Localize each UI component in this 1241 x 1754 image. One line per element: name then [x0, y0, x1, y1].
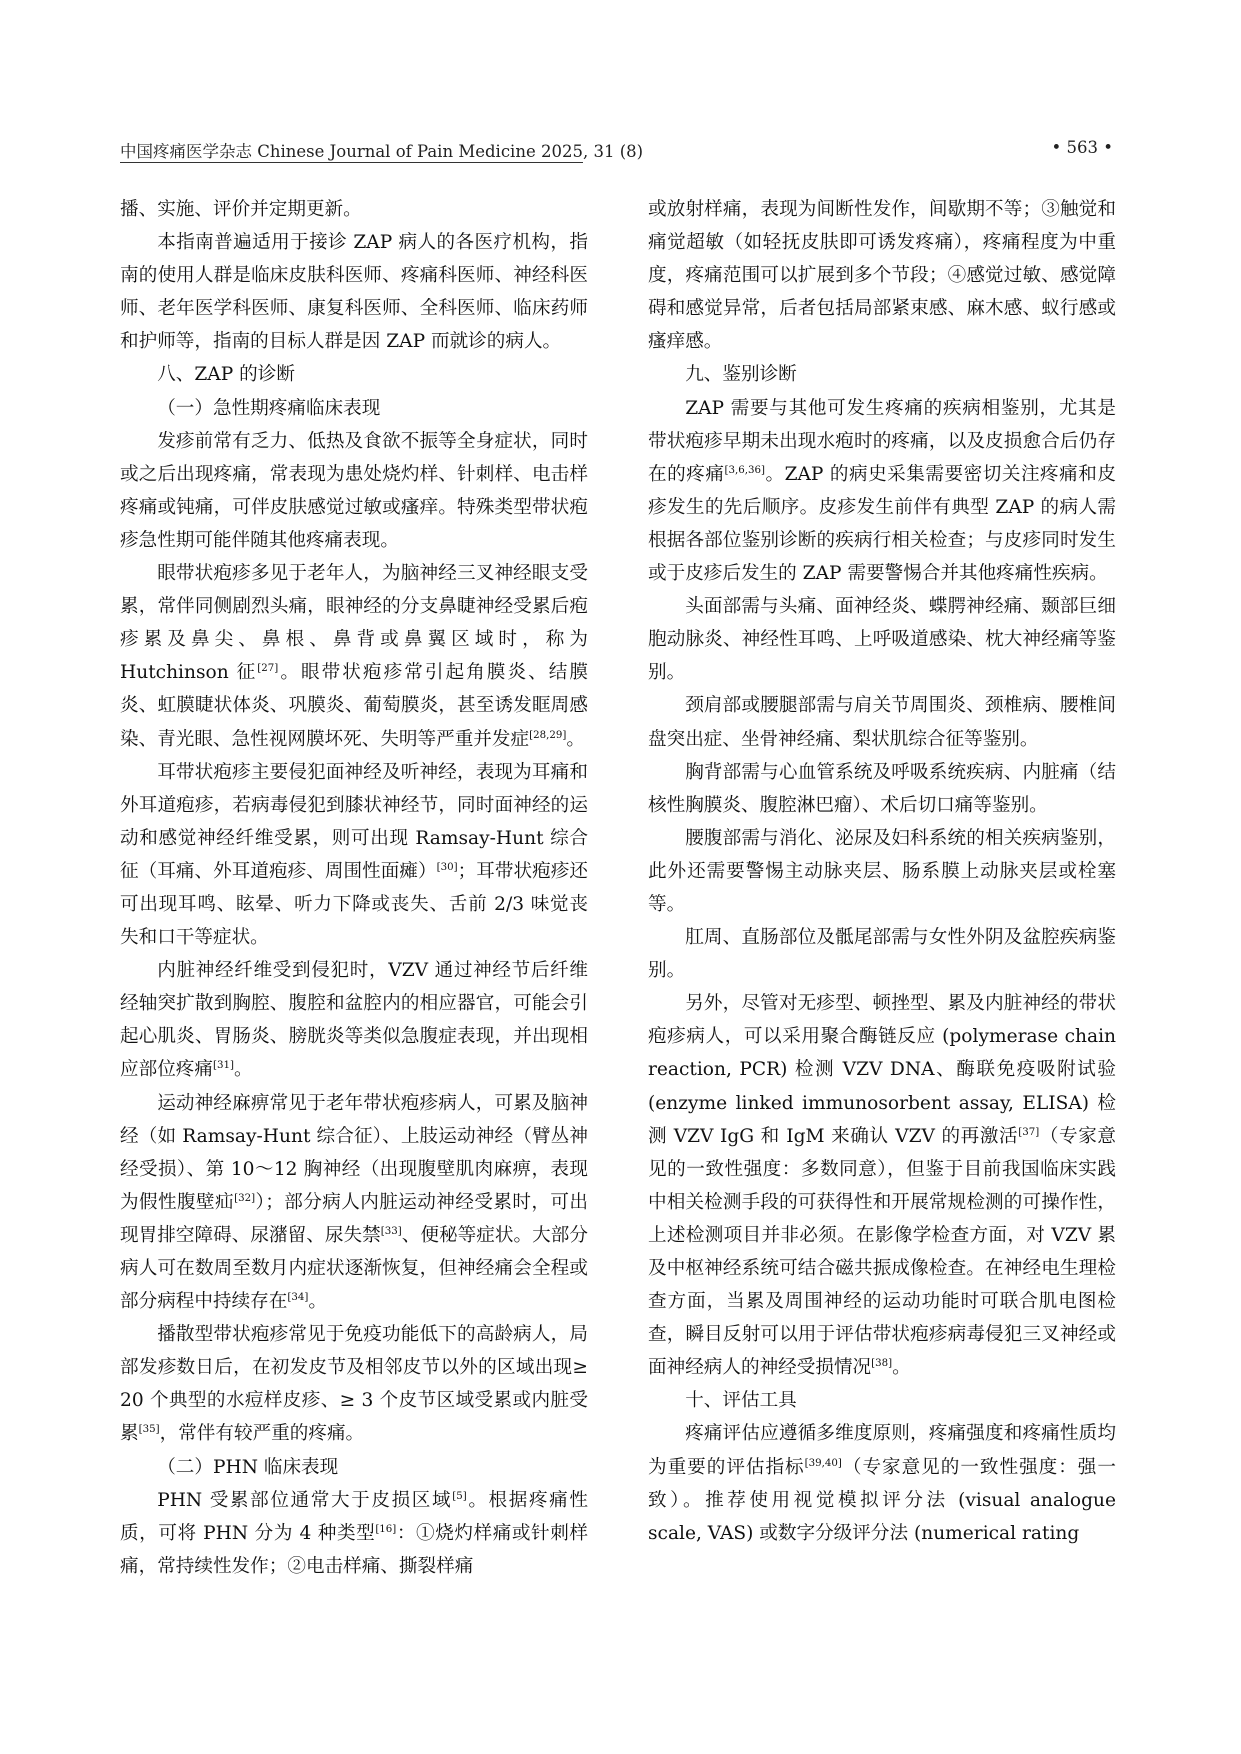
- citation-ref: [35]: [138, 1424, 160, 1436]
- paragraph-text: ZAP 需要与其他可发生疼痛的疾病相鉴别，尤其是带状疱疹早期未出现水疱时的疼痛，以及皮损愈合后仍存在的疼痛: [648, 397, 1116, 485]
- paragraph: [648, 358, 1116, 391]
- paragraph: [120, 1318, 588, 1450]
- paragraph-text: ，常伴有较严重的疼痛。: [159, 1423, 365, 1445]
- paragraph-text: （专家意见的一致性强度：多数同意），但鉴于目前我国临床实践中相关检测手段的可获得性和开展常规检测的可操作性，上述检测项目并非必须。在影像学检查方面，对 VZV 累及中枢神经系统可结合磁共振成像检查。在神经电生理检查方面，当累及周围神经的运动功能时可联合肌电图检查，瞬目反射可以用于评估带状疱疹病毒侵犯三叉神经或面神经病人的神经受损情况: [648, 1125, 1116, 1379]
- paragraph-text: （二）PHN 临床表现: [157, 1456, 339, 1478]
- paragraph-text: 。: [233, 1059, 253, 1081]
- paragraph-text: 。: [308, 1291, 327, 1313]
- paragraph: [648, 392, 1116, 591]
- paragraph-text: ）；部分病人内脏运动神经受累时，可出现胃排空障碍、尿潴留、尿失禁: [120, 1191, 588, 1246]
- paragraph: [648, 1384, 1116, 1417]
- paragraph-text: 播散型带状疱疹常见于免疫功能低下的高龄病人，局部发疹数日后，在初发皮节及相邻皮节以外的区域出现≥ 20 个典型的水痘样皮疹、≥ 3 个皮节区域受累或内脏受累: [120, 1324, 588, 1445]
- paragraph-text: 。: [566, 728, 585, 750]
- paragraph-text: 。眼带状疱疹常引起角膜炎、结膜炎、虹膜睫状体炎、巩膜炎、葡萄膜炎，甚至诱发眶周感染、青光眼、急性视网膜坏死、失明等严重并发症: [120, 662, 588, 750]
- left-column: [120, 193, 588, 1583]
- paragraph-text: 腰腹部需与消化、泌尿及妇科系统的相关疾病鉴别，此外还需要警惕主动脉夹层、肠系膜上动脉夹层或栓塞等。: [648, 827, 1116, 915]
- paragraph: [648, 590, 1116, 689]
- paragraph-text: 播、实施、评价并定期更新。: [120, 199, 362, 220]
- paragraph: [648, 756, 1116, 822]
- citation-ref: [33]: [380, 1225, 402, 1237]
- paragraph-text: ：①烧灼样痛或针刺样痛，常持续性发作；②电击样痛、撕裂样痛: [120, 1522, 588, 1577]
- paragraph: [120, 358, 588, 391]
- paragraph-text: PHN 受累部位通常大于皮损区域: [157, 1489, 453, 1511]
- paragraph: [120, 1484, 588, 1583]
- paragraph: [120, 1087, 588, 1319]
- paragraph: [120, 392, 588, 425]
- paragraph: [120, 193, 588, 226]
- paragraph-text: 十、评估工具: [685, 1390, 797, 1412]
- paragraph: [120, 226, 588, 358]
- paragraph-text: 肛周、直肠部位及骶尾部需与女性外阴及盆腔疾病鉴别。: [648, 927, 1116, 982]
- paragraph-text: 。根据疼痛性质，可将 PHN 分为 4 种类型: [120, 1489, 588, 1544]
- citation-ref: [39,40]: [804, 1457, 842, 1469]
- paragraph: [648, 1417, 1116, 1549]
- paragraph: [120, 425, 588, 557]
- header-rule: [120, 162, 583, 163]
- paragraph-text: 眼带状疱疹多见于老年人，为脑神经三叉神经眼支受累，常伴同侧剧烈头痛，眼神经的分支鼻睫神经受累后疱疹累及鼻尖、鼻根、鼻背或鼻翼区域时，称为 Hutchinson 征: [120, 563, 588, 684]
- paragraph: [120, 954, 588, 1086]
- paragraph: [648, 921, 1116, 987]
- citation-ref: [30]: [436, 861, 458, 873]
- paragraph-text: 胸背部需与心血管系统及呼吸系统疾病、内脏痛（结核性胸膜炎、腹腔淋巴瘤）、术后切口痛等鉴别。: [648, 761, 1116, 816]
- paragraph-text: 运动神经麻痹常见于老年带状疱疹病人，可累及脑神经（如 Ramsay-Hunt 综合征）、上肢运动神经（臂丛神经受损）、第 10～12 胸神经（出现腹壁肌肉麻痹，表现为假性腹壁疝: [120, 1092, 588, 1213]
- paragraph: [648, 689, 1116, 755]
- paragraph-text: 疼痛评估应遵循多维度原则，疼痛强度和疼痛性质均为重要的评估指标: [648, 1423, 1116, 1478]
- right-column: [648, 193, 1116, 1550]
- running-header: [120, 138, 1123, 162]
- citation-ref: [32]: [234, 1192, 256, 1204]
- paragraph-text: 另外，尽管对无疹型、顿挫型、累及内脏神经的带状疱疹病人，可以采用聚合酶链反应 (polymerase chain reaction, PCR) 检测 VZV DNA、酶联免疫吸附试验 (enzyme linked immunosorbent assay, ELISA) 检测 VZV IgG 和 IgM 来确认 VZV 的再激活: [648, 993, 1116, 1147]
- citation-ref: [3,6,36]: [724, 464, 765, 476]
- citation-ref: [38]: [871, 1358, 893, 1370]
- paragraph-text: 内脏神经纤维受到侵犯时，VZV 通过神经节后纤维经轴突扩散到胸腔、腹腔和盆腔内的相应器官，可能会引起心肌炎、胃肠炎、膀胱炎等类似急腹症表现，并出现相应部位疼痛: [120, 960, 588, 1081]
- citation-ref: [5]: [452, 1490, 467, 1502]
- paragraph-text: （一）急性期疼痛临床表现: [157, 397, 381, 419]
- citation-ref: [37]: [1018, 1126, 1040, 1138]
- paragraph-text: 本指南普遍适用于接诊 ZAP 病人的各医疗机构，指南的使用人群是临床皮肤科医师、疼痛科医师、神经科医师、老年医学科医师、康复科医师、全科医师、临床药师和护师等，指南的目标人群是因 ZAP 而就诊的病人。: [120, 232, 588, 353]
- citation-ref: [34]: [287, 1291, 309, 1303]
- citation-ref: [28,29]: [529, 729, 567, 741]
- journal-citation: 中国疼痛医学杂志 Chinese Journal of Pain Medicine 2025, 31 (8): [120, 142, 644, 161]
- paragraph-text: 耳带状疱疹主要侵犯面神经及听神经，表现为耳痛和外耳道疱疹，若病毒侵犯到膝状神经节，同时面神经的运动和感觉神经纤维受累，则可出现 Ramsay-Hunt 综合征（耳痛、外耳道疱疹、周围性面瘫）: [120, 761, 588, 882]
- paragraph: [120, 1451, 588, 1484]
- page-number: • 563 •: [1051, 138, 1113, 157]
- paragraph-text: 。ZAP 的病史采集需要密切关注疼痛和皮疹发生的先后顺序。皮疹发生前伴有典型 ZAP 的病人需根据各部位鉴别诊断的疾病行相关检查；与皮疹同时发生或于皮疹后发生的 ZAP 需要警惕合并其他疼痛性疾病。: [648, 463, 1116, 585]
- paragraph-text: 九、鉴别诊断: [685, 364, 797, 386]
- paragraph: [120, 557, 588, 756]
- citation-ref: [27]: [257, 663, 279, 675]
- paragraph: [120, 756, 588, 955]
- paragraph-text: ；耳带状疱疹还可出现耳鸣、眩晕、听力下降或丧失、舌前 2/3 味觉丧失和口干等症状。: [120, 860, 588, 949]
- paragraph: [648, 987, 1116, 1384]
- paragraph-text: 、便秘等症状。大部分病人可在数周至数月内症状逐渐恢复，但神经痛会全程或部分病程中持续存在: [120, 1224, 588, 1313]
- paragraph-text: 或放射样痛，表现为间断性发作，间歇期不等；③触觉和痛觉超敏（如轻抚皮肤即可诱发疼痛），疼痛程度为中重度，疼痛范围可以扩展到多个节段；④感觉过敏、感觉障碍和感觉异常，后者包括局部紧束感、麻木感、蚁行感或瘙痒感。: [648, 199, 1116, 353]
- paragraph-text: 。: [892, 1357, 911, 1379]
- paragraph-text: 八、ZAP 的诊断: [157, 364, 295, 386]
- paragraph-text: （专家意见的一致性强度：强一致）。推荐使用视觉模拟评分法 (visual analogue scale, VAS) 或数字分级评分法 (numerical rating: [648, 1456, 1116, 1544]
- citation-ref: [31]: [212, 1060, 234, 1072]
- paragraph-text: 头面部需与头痛、面神经炎、蝶腭神经痛、颞部巨细胞动脉炎、神经性耳鸣、上呼吸道感染、枕大神经痛等鉴别。: [648, 596, 1116, 684]
- citation-ref: [16]: [375, 1523, 397, 1535]
- paragraph: [648, 193, 1116, 358]
- paragraph: [648, 822, 1116, 921]
- paragraph-text: 颈肩部或腰腿部需与肩关节周围炎、颈椎病、腰椎间盘突出症、坐骨神经痛、梨状肌综合征等鉴别。: [648, 695, 1116, 750]
- paragraph-text: 发疹前常有乏力、低热及食欲不振等全身症状，同时或之后出现疼痛，常表现为患处烧灼样、针刺样、电击样疼痛或钝痛，可伴皮肤感觉过敏或瘙痒。特殊类型带状疱疹急性期可能伴随其他疼痛表现。: [120, 430, 588, 551]
